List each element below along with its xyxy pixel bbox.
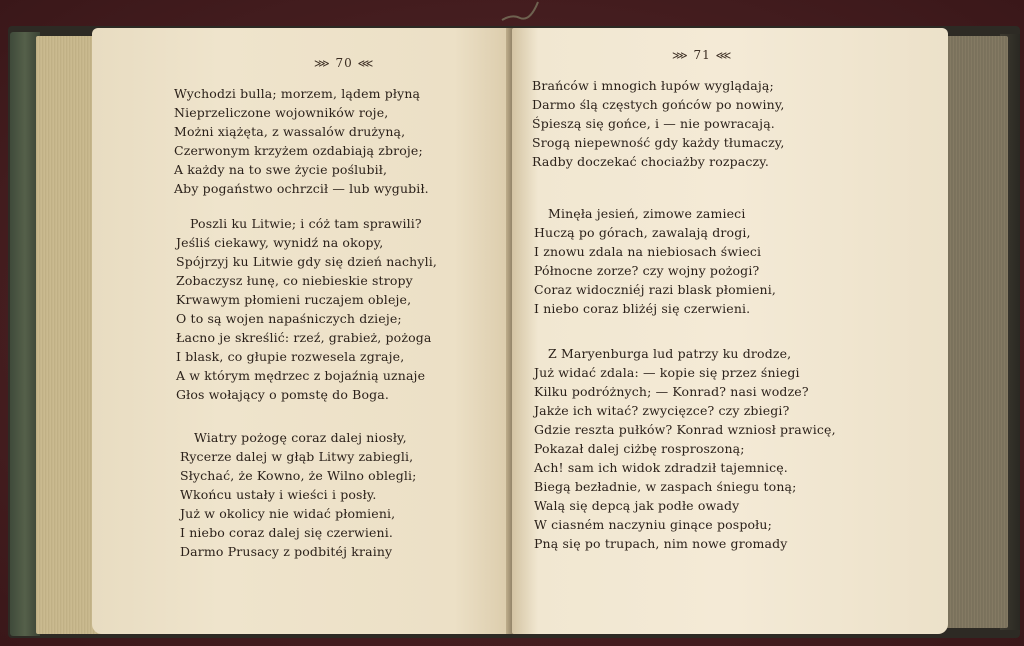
verse-line: Jeśliś ciekawy, wynidź na okopy, bbox=[176, 235, 384, 250]
verse-line: Ach! sam ich widok zdradził tajemnicę. bbox=[534, 460, 788, 475]
verse-line: Walą się depcą jak podłe owady bbox=[534, 498, 740, 513]
verse-line: Gdzie reszta pułków? Konrad wzniosł prawicę, bbox=[534, 422, 836, 437]
ornament-icon: ⋙ bbox=[672, 49, 689, 62]
page-edges-right bbox=[946, 36, 1008, 628]
ornament-icon: ⋘ bbox=[715, 49, 733, 62]
left-page-number bbox=[314, 56, 374, 70]
verse-line: Minęła jesień, zimowe zamieci bbox=[548, 206, 746, 221]
verse-line: Słychać, że Kowno, że Wilno oblegli; bbox=[180, 468, 417, 483]
verse-line: Pokazał dalej ciżbę rosproszoną; bbox=[534, 441, 745, 456]
verse-line: Nieprzeliczone wojowników roje, bbox=[174, 105, 389, 120]
verse-line: Głos wołający o pomstę do Boga. bbox=[176, 387, 390, 402]
ornament-icon: ⋙ bbox=[314, 57, 331, 70]
page-number-text: 71 bbox=[693, 48, 711, 62]
verse-line: Czerwonym krzyżem ozdabiają zbroje; bbox=[174, 143, 423, 158]
verse-line: Huczą po górach, zawalają drogi, bbox=[534, 225, 751, 240]
verse-line: Coraz widoczniéj razi blask płomieni, bbox=[534, 282, 776, 297]
verse-line: Brańców i mnogich łupów wyglądają; bbox=[532, 78, 774, 93]
verse-line: Z Maryenburga lud patrzy ku drodze, bbox=[548, 346, 792, 361]
stanza-4 bbox=[532, 76, 785, 171]
verse-line: Już w okolicy nie widać płomieni, bbox=[180, 506, 396, 521]
verse-line: A w którym mędrzec z bojaźnią uznaje bbox=[176, 368, 426, 383]
right-page bbox=[512, 28, 948, 634]
verse-line: Jakże ich witać? zwycięzce? czy zbiegi? bbox=[534, 403, 790, 418]
stanza-3 bbox=[180, 428, 417, 561]
stanza-1 bbox=[174, 84, 429, 198]
verse-line: I niebo coraz bliżéj się czerwieni. bbox=[534, 301, 751, 316]
verse-line: Możni xiążęta, z wassalów drużyną, bbox=[174, 124, 406, 139]
verse-line: W ciasném naczyniu ginące pospołu; bbox=[534, 517, 772, 532]
verse-line: I znowu zdala na niebiosach świeci bbox=[534, 244, 762, 259]
verse-line: Darmo ślą częstych gońców po nowiny, bbox=[532, 97, 785, 112]
verse-line: Zobaczysz łunę, co niebieskie stropy bbox=[176, 273, 413, 288]
stanza-2 bbox=[176, 214, 437, 404]
verse-line: Wkońcu ustały i wieści i posły. bbox=[180, 487, 377, 502]
page-number-text: 70 bbox=[335, 56, 353, 70]
stanza-5 bbox=[534, 204, 776, 318]
verse-line: Północne zorze? czy wojny pożogi? bbox=[534, 263, 760, 278]
verse-line: Łacno je skreślić: rzeź, grabież, pożoga bbox=[176, 330, 432, 345]
verse-line: Rycerze dalej w głąb Litwy zabiegli, bbox=[180, 449, 414, 464]
verse-line: Spójrzyj ku Litwie gdy się dzień nachyli, bbox=[176, 254, 437, 269]
bookmark-ribbon bbox=[498, 0, 542, 22]
verse-line: Srogą niepewność gdy każdy tłumaczy, bbox=[532, 135, 785, 150]
verse-line: Poszli ku Litwie; i cóż tam sprawili? bbox=[190, 216, 422, 231]
ornament-icon: ⋘ bbox=[357, 57, 375, 70]
verse-line: Już widać zdala: — kopie się przez śniegi bbox=[534, 365, 800, 380]
verse-line: Radby doczekać chociażby rozpaczy. bbox=[532, 154, 769, 169]
verse-line: I niebo coraz dalej się czerwieni. bbox=[180, 525, 394, 540]
verse-line: Biegą bezładnie, w zaspach śniegu toną; bbox=[534, 479, 797, 494]
verse-line: I blask, co głupie rozwesela zgraje, bbox=[176, 349, 405, 364]
verse-line: O to są wojen napaśniczych dzieje; bbox=[176, 311, 402, 326]
verse-line: Wiatry pożogę coraz dalej niosły, bbox=[194, 430, 407, 445]
verse-line: Aby pogaństwo ochrzcił — lub wygubił. bbox=[174, 181, 429, 196]
left-page bbox=[92, 28, 518, 634]
verse-line: Krwawym płomieni ruczajem obleje, bbox=[176, 292, 412, 307]
verse-line: Kilku podróżnych; — Konrad? nasi wodze? bbox=[534, 384, 809, 399]
verse-line: Śpieszą się gońce, i — nie powracają. bbox=[532, 116, 775, 131]
verse-line: Wychodzi bulla; morzem, lądem płyną bbox=[174, 86, 421, 101]
right-page-number bbox=[672, 48, 732, 62]
stanza-6 bbox=[534, 344, 836, 553]
verse-line: Pną się po trupach, nim nowe gromady bbox=[534, 536, 788, 551]
verse-line: A każdy na to swe życie poślubił, bbox=[174, 162, 388, 177]
verse-line: Darmo Prusacy z podbitéj krainy bbox=[180, 544, 393, 559]
